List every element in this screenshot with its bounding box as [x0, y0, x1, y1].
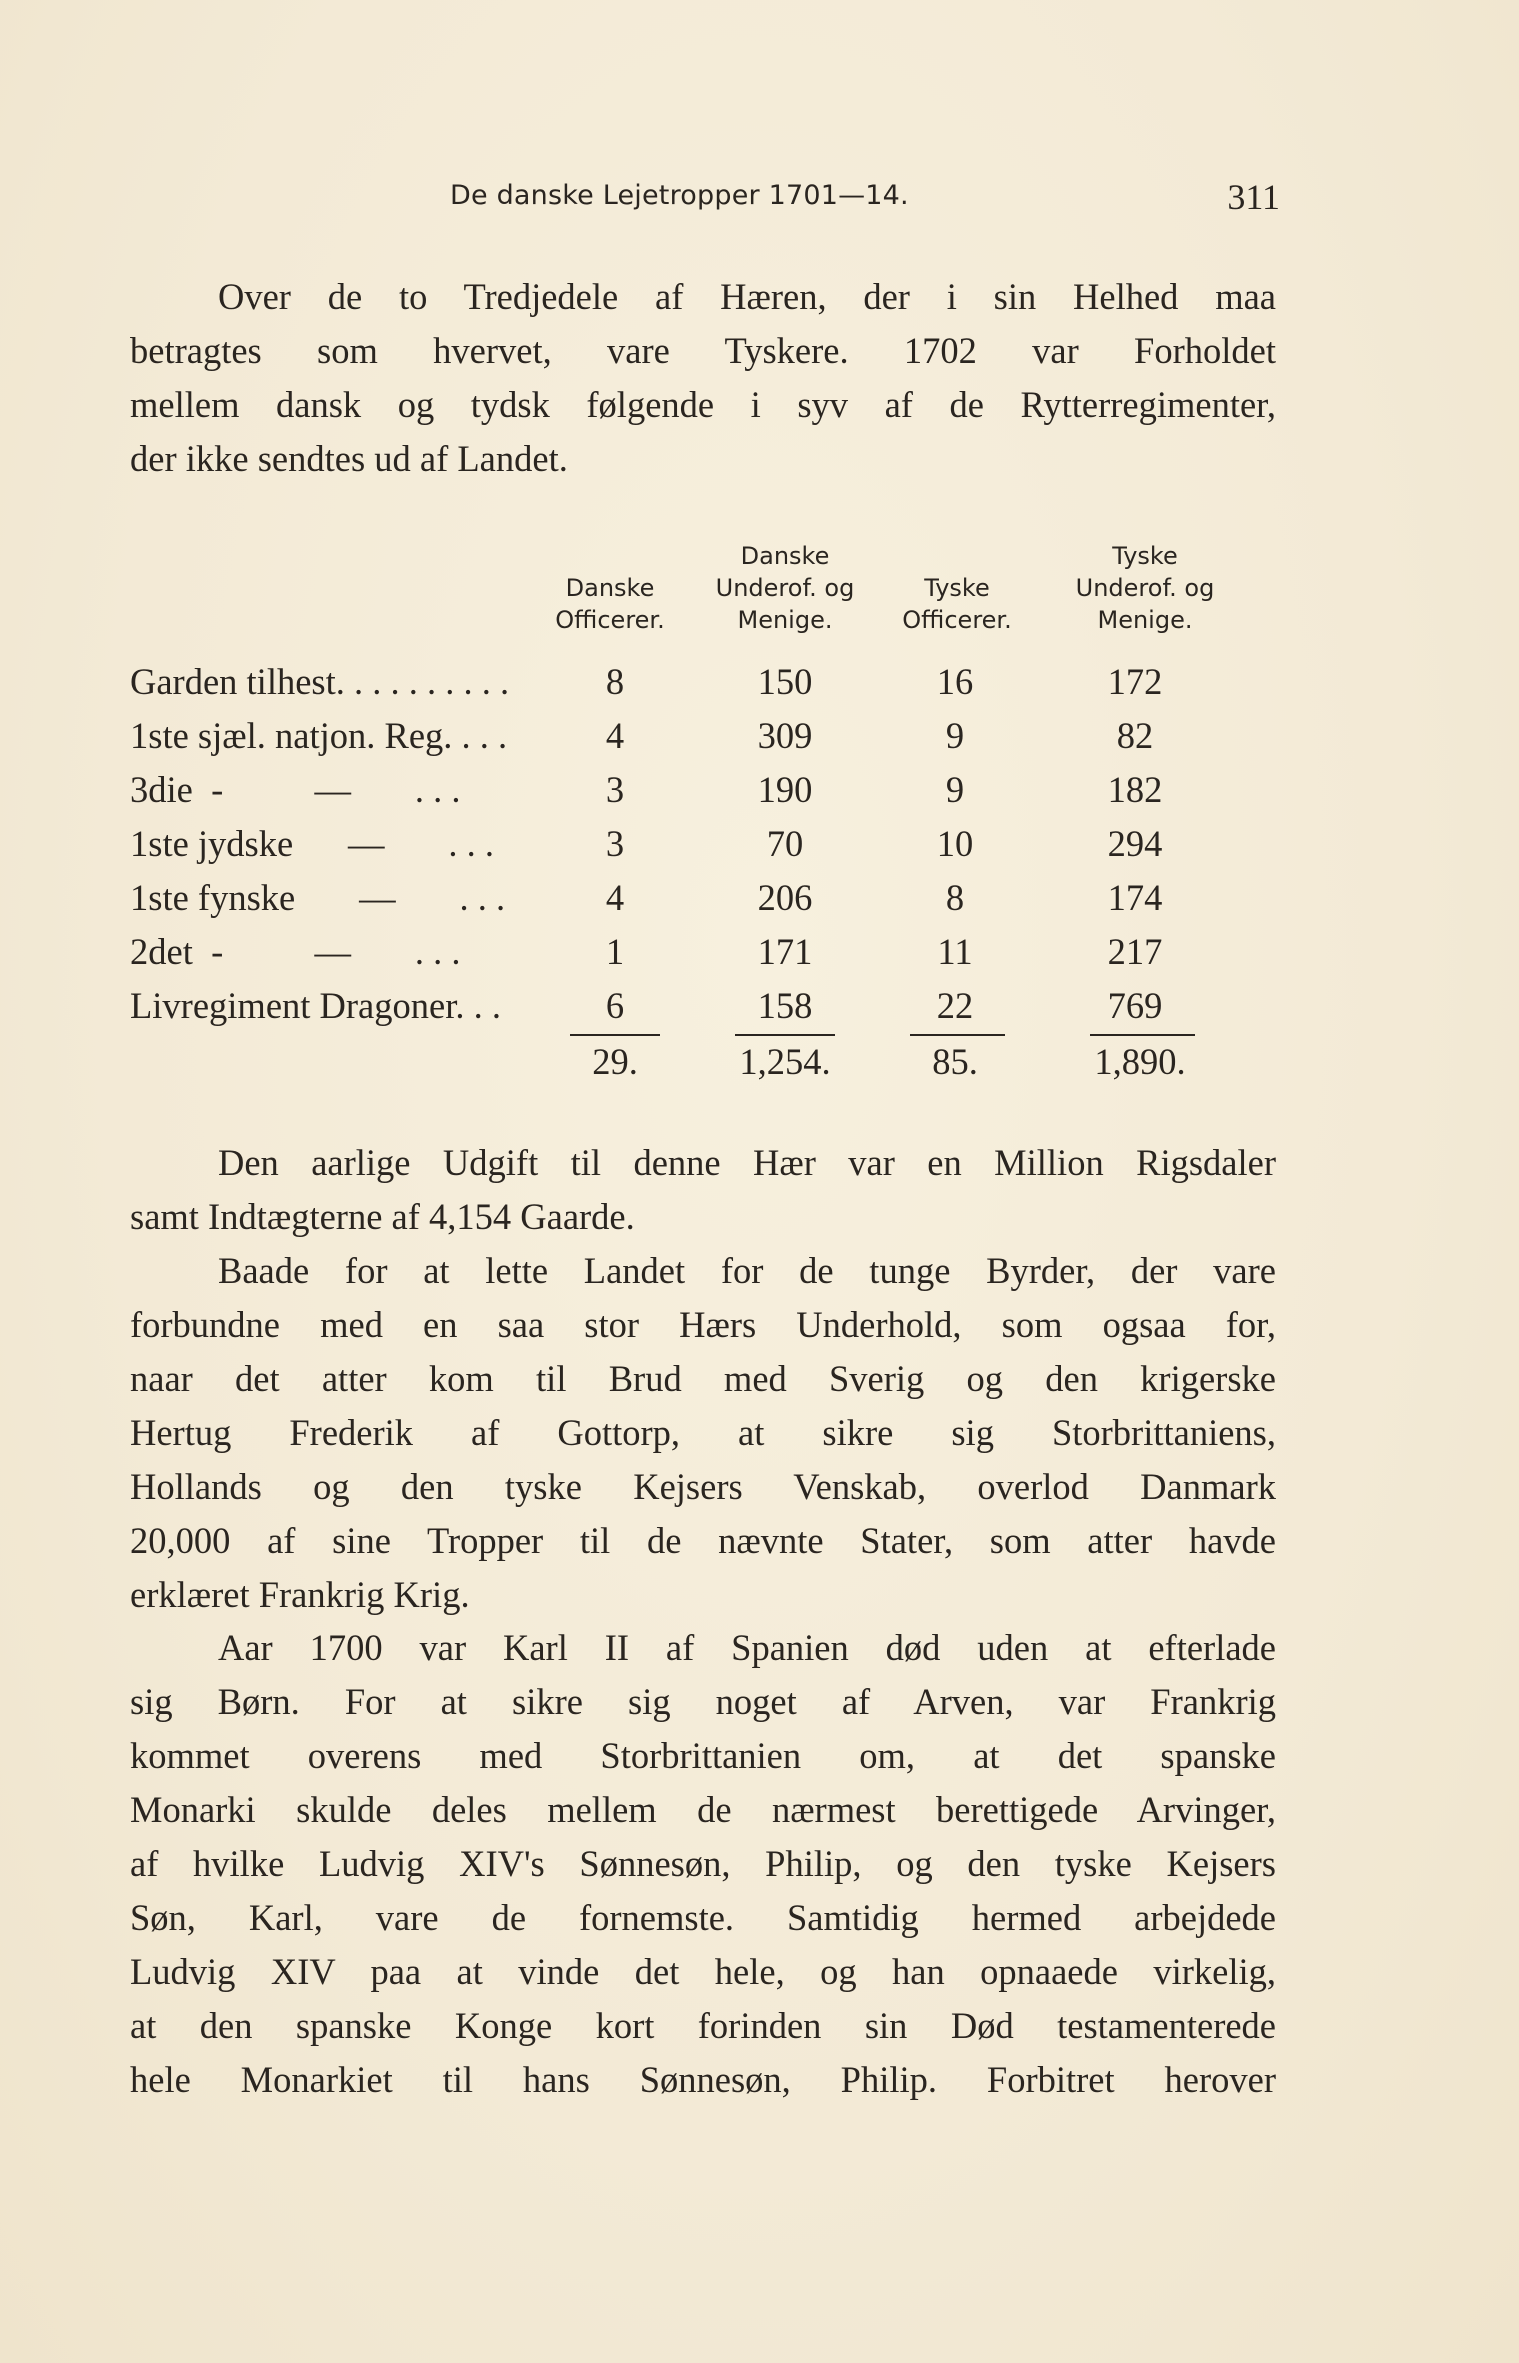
- text-line: Baade for at lette Landet for de tunge Byrder, der vare: [218, 1250, 1276, 1291]
- text-line: sig Børn. For at sikre sig noget af Arven, var Frankrig: [130, 1681, 1276, 1722]
- header-tyske-menige: Tyske Underof. og Menige.: [1075, 542, 1215, 634]
- text-line: Ludvig XIV paa at vinde det hele, og han opnaaede virkelig,: [130, 1951, 1276, 1992]
- sum-rule: [570, 1034, 660, 1036]
- sum-rule: [910, 1034, 1005, 1036]
- text-line: Monarki skulde deles mellem de nærmest berettigede Arvinger,: [130, 1789, 1276, 1830]
- sum-rule: [735, 1034, 835, 1036]
- table-row: 1ste fynske — . . . 4 206 8 174: [130, 877, 1163, 918]
- running-title: De danske Lejetropper 1701—14.: [450, 180, 909, 211]
- page-number: 311: [1227, 177, 1280, 217]
- text-line: hele Monarkiet til hans Sønnesøn, Philip. Forbitret herover: [130, 2059, 1276, 2100]
- totals-row: 29. 1,254. 85. 1,890.: [592, 1041, 1186, 1082]
- text-line: Søn, Karl, vare de fornemste. Samtidig hermed arbejdede: [130, 1897, 1276, 1938]
- table-row: 1ste jydske — . . . 3 70 10 294: [130, 823, 1163, 864]
- text-line: Hollands og den tyske Kejsers Venskab, overlod Danmark: [130, 1466, 1276, 1507]
- text-line: 20,000 af sine Tropper til de nævnte Stater, som atter havde: [130, 1520, 1276, 1561]
- text-line: samt Indtægterne af 4,154 Gaarde.: [130, 1196, 635, 1237]
- text-line: Aar 1700 var Karl II af Spanien død uden at efterlade: [218, 1627, 1276, 1668]
- table-row: 1ste sjæl. natjon. Reg. . . . 4 309 9 82: [130, 715, 1154, 756]
- table-row: 2det - — . . . 1 171 11 217: [130, 931, 1163, 972]
- text-line: kommet overens med Storbrittanien om, at det spanske: [130, 1735, 1276, 1776]
- text-line: at den spanske Konge kort forinden sin Død testamenterede: [130, 2005, 1276, 2046]
- table-row: 3die - — . . . 3 190 9 182: [130, 769, 1163, 810]
- header-danske-menige: Danske Underof. og Menige.: [715, 542, 855, 634]
- text-line: betragtes som hvervet, vare Tyskere. 1702 var Forholdet: [130, 330, 1276, 371]
- text-line: mellem dansk og tydsk følgende i syv af de Rytterregimenter,: [130, 384, 1276, 425]
- header-tyske-officerer: Tyske Officerer.: [902, 574, 1012, 634]
- sum-rule: [1090, 1034, 1195, 1036]
- text-line: af hvilke Ludvig XIV's Sønnesøn, Philip, og den tyske Kejsers: [130, 1843, 1276, 1884]
- text-line: Over de to Tredjedele af Hæren, der i sin Helhed maa: [218, 276, 1276, 317]
- paragraph-troops: [130, 1244, 1276, 1622]
- text-line: Den aarlige Udgift til denne Hær var en Million Rigsdaler: [218, 1142, 1276, 1183]
- text-line: naar det atter kom til Brud med Sverig og den krigerske: [130, 1358, 1276, 1399]
- text-line: forbundne med en saa stor Hærs Underhold, som ogsaa for,: [130, 1304, 1276, 1345]
- text-line: der ikke sendtes ud af Landet.: [130, 438, 568, 479]
- intro-paragraph: [130, 270, 1276, 486]
- header-danske-officerer: Danske Officerer.: [555, 574, 665, 634]
- paragraph-expenses: [130, 1136, 1276, 1244]
- paragraph-spain: [130, 1621, 1276, 2107]
- text-line: Hertug Frederik af Gottorp, at sikre sig Storbrittaniens,: [130, 1412, 1276, 1453]
- table-row: Livregiment Dragoner. . . 6 158 22 769: [130, 985, 1163, 1026]
- table-row: Garden tilhest. . . . . . . . . . 8 150 16 172: [130, 661, 1163, 702]
- text-line: erklæret Frankrig Krig.: [130, 1574, 470, 1615]
